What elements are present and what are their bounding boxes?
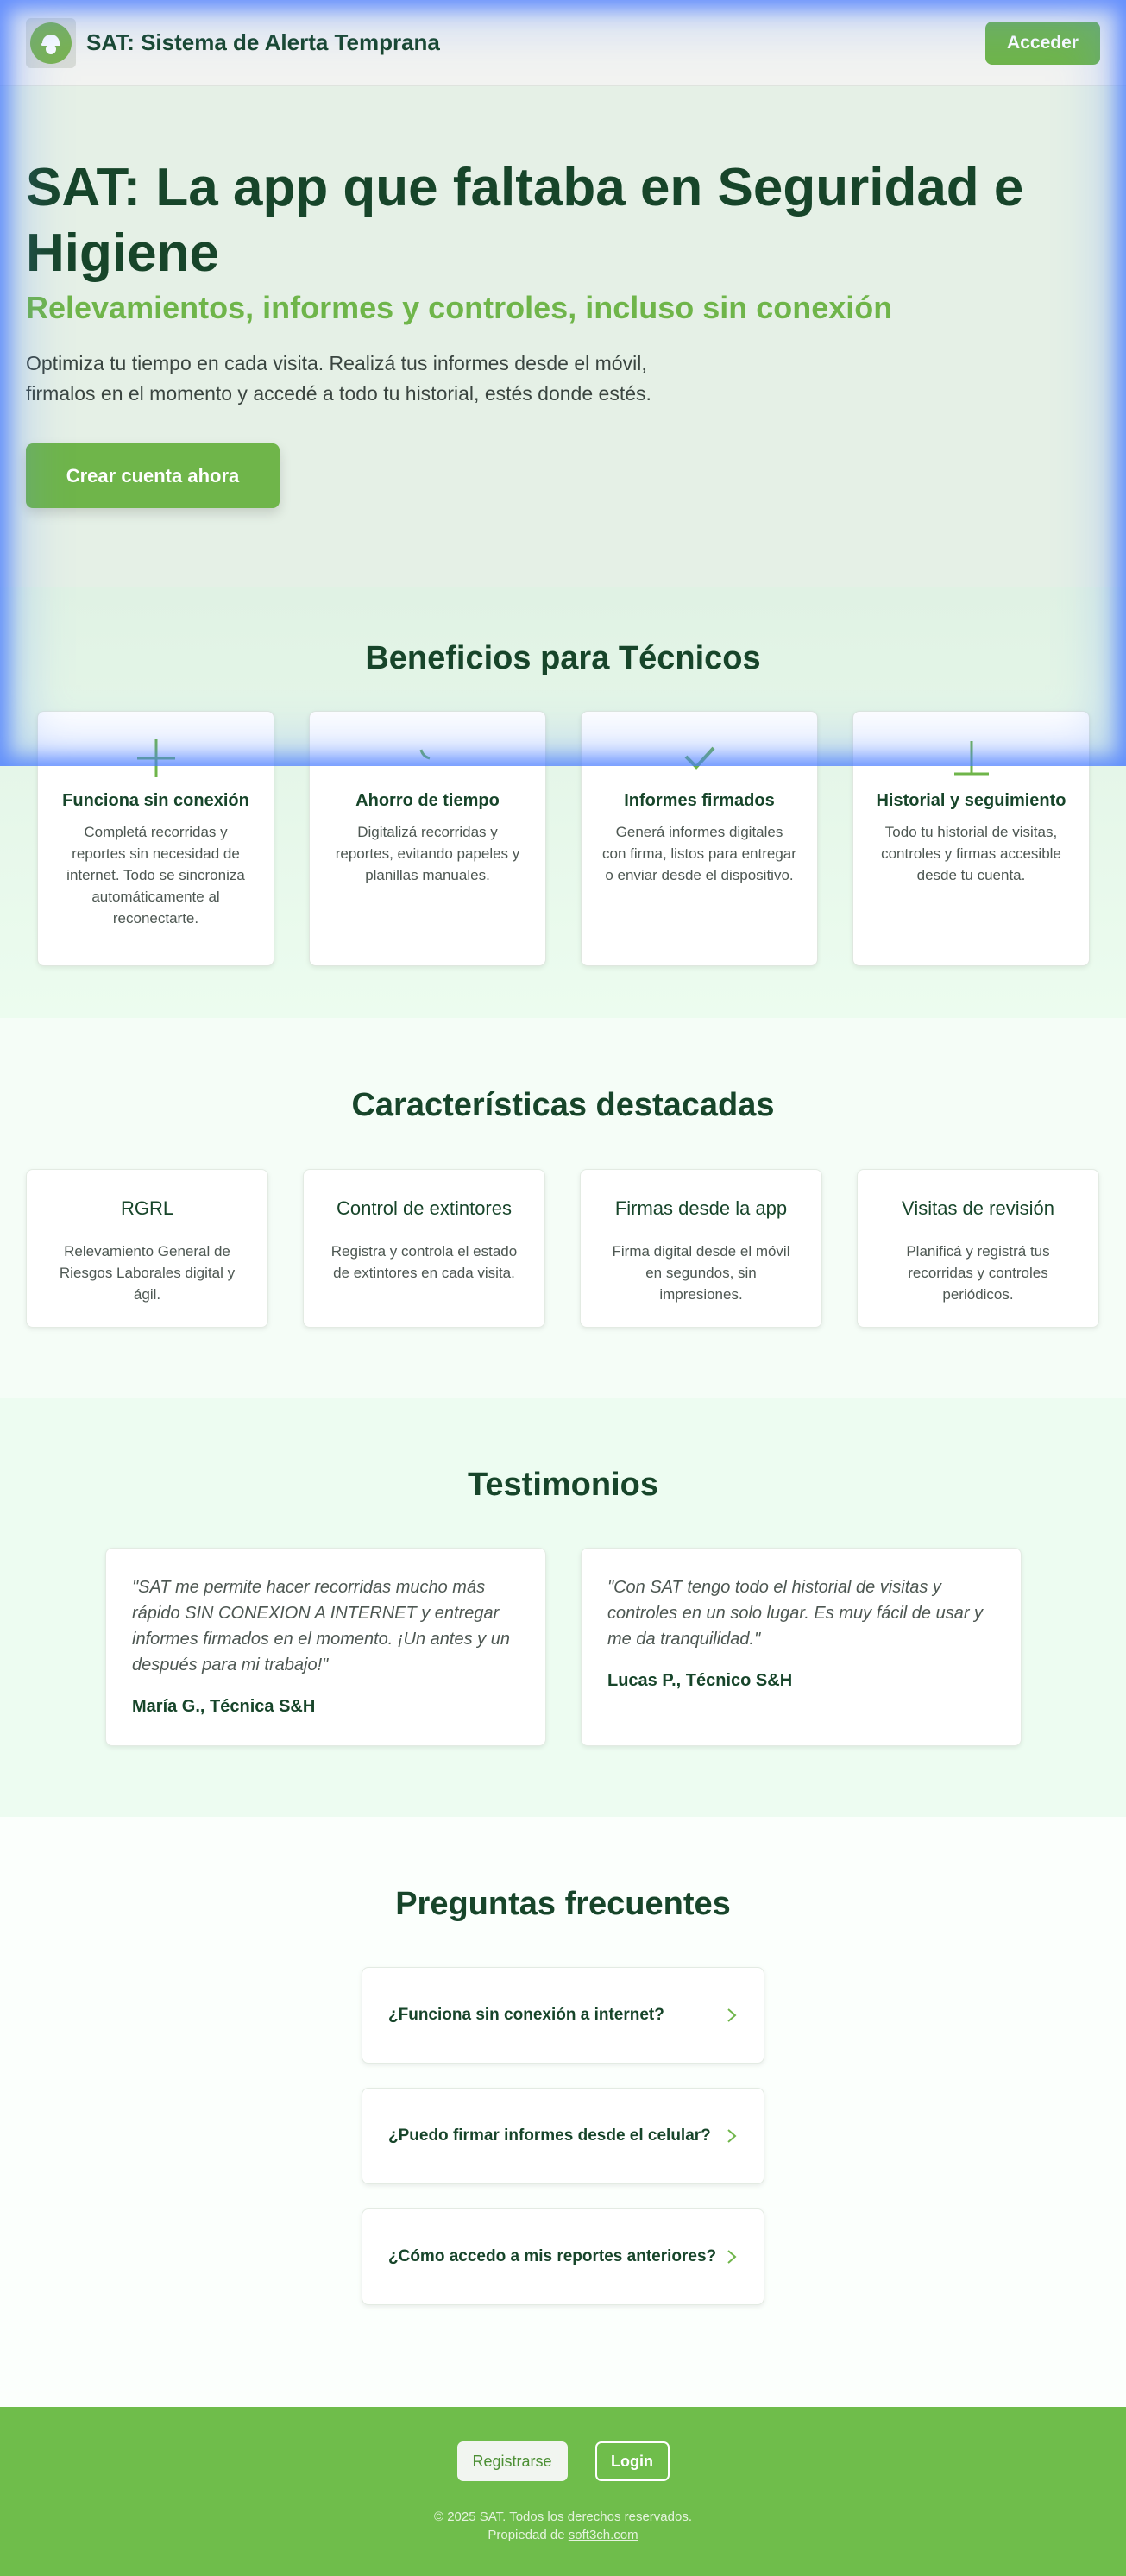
testimonial-grid	[105, 1548, 1022, 1746]
benefit-card	[581, 711, 818, 966]
section-title: Preguntas frecuentes	[395, 1886, 731, 1922]
testimonial-author: María G., Técnica S&H	[132, 1697, 316, 1716]
faq-item[interactable]	[362, 2088, 764, 2184]
feature-grid	[26, 1169, 1099, 1328]
chevron-right-icon	[726, 2249, 738, 2265]
hero-section	[0, 86, 1126, 587]
benefit-title: Historial y seguimiento	[876, 791, 1066, 810]
site-footer	[0, 2407, 1126, 2576]
testimonial-quote: "SAT me permite hacer recorridas mucho más rápido SIN CONEXION A INTERNET y entregar informes firmados en el momento. ¡Un antes y un después para mi trabajo!"	[132, 1578, 510, 1674]
feature-text: Planificá y registrá tus recorridas y controles periódicos.	[906, 1243, 1050, 1303]
chevron-right-icon	[726, 2007, 738, 2023]
testimonial-author: Lucas P., Técnico S&H	[607, 1671, 793, 1690]
clock-icon	[330, 736, 525, 781]
owner-line	[0, 2526, 1126, 2544]
section-title: Beneficios para Técnicos	[365, 640, 761, 676]
benefit-grid	[37, 711, 1090, 966]
feature-title: Control de extintores	[337, 1197, 512, 1219]
owner-link[interactable]: soft3ch.com	[568, 2528, 638, 2542]
create-account-button[interactable]: Crear cuenta ahora	[26, 443, 280, 508]
section-title: Características destacadas	[351, 1087, 775, 1123]
history-icon	[874, 736, 1068, 781]
testimonial-quote: "Con SAT tengo todo el historial de visitas y controles en un solo lugar. Es muy fácil de usar y me da tranquilidad."	[607, 1578, 984, 1649]
benefit-text: Digitalizá recorridas y reportes, evitando papeles y planillas manuales.	[335, 824, 520, 883]
footer-actions	[0, 2441, 1126, 2481]
register-button[interactable]: Registrarse	[457, 2441, 568, 2481]
faq-question: ¿Puedo firmar informes desde el celular?	[388, 2127, 711, 2145]
benefit-text: Completá recorridas y reportes sin necesidad de internet. Todo se sincroniza automáticamente al reconectarte.	[66, 824, 245, 927]
hero-description-line: Optimiza tu tiempo en cada visita. Realizá tus informes desde el móvil,	[26, 352, 647, 374]
benefit-card	[852, 711, 1090, 966]
faq-item[interactable]	[362, 2208, 764, 2305]
feature-card	[26, 1169, 268, 1328]
feature-title: RGRL	[120, 1197, 174, 1219]
testimonial-card	[581, 1548, 1022, 1746]
brand-name: SAT: Sistema de Alerta Temprana	[86, 29, 440, 55]
features-section	[0, 1018, 1126, 1398]
faq-question: ¿Cómo accedo a mis reportes anteriores?	[388, 2247, 717, 2265]
benefit-title: Ahorro de tiempo	[355, 791, 500, 810]
benefit-title: Funciona sin conexión	[62, 791, 249, 810]
feature-text: Registra y controla el estado de extintores en cada visita.	[330, 1243, 518, 1281]
chevron-right-icon	[726, 2128, 738, 2144]
logo[interactable]	[26, 18, 76, 68]
copyright-text: © 2025 SAT. Todos los derechos reservados.	[434, 2510, 692, 2524]
hero-title: SAT: La app que faltaba en Seguridad e Higiene	[26, 158, 1024, 283]
site-header	[0, 0, 1126, 86]
hero-description-line: firmalos en el momento y accedé a todo tu historial, estés donde estés.	[26, 382, 651, 405]
feature-title: Firmas desde la app	[614, 1197, 788, 1219]
benefit-card	[309, 711, 546, 966]
benefits-section	[0, 587, 1126, 1018]
section-title: Testimonios	[468, 1467, 658, 1503]
faq-item[interactable]	[362, 1967, 764, 2064]
login-button[interactable]: Acceder	[985, 22, 1100, 65]
faq-question: ¿Funciona sin conexión a internet?	[388, 2006, 664, 2024]
feature-card	[580, 1169, 822, 1328]
feature-card	[303, 1169, 545, 1328]
feature-title: Visitas de revisión	[902, 1197, 1054, 1219]
benefit-title: Informes firmados	[624, 791, 775, 810]
hero-description	[26, 349, 682, 409]
owner-prefix: Propiedad de	[488, 2528, 569, 2542]
footer-login-button[interactable]: Login	[595, 2441, 670, 2481]
worker-helmet-icon	[30, 22, 72, 64]
benefit-text: Todo tu historial de visitas, controles y firmas accesible desde tu cuenta.	[881, 824, 1061, 883]
feature-card	[857, 1169, 1099, 1328]
plus-icon	[59, 736, 253, 781]
testimonials-section	[0, 1398, 1126, 1817]
benefit-text: Generá informes digitales con firma, listos para entregar o enviar desde el dispositivo.	[602, 824, 796, 883]
faq-list	[362, 1967, 764, 2329]
feature-text: Relevamiento General de Riesgos Laborales digital y ágil.	[59, 1243, 236, 1303]
copyright-block	[0, 2508, 1126, 2544]
benefit-card	[37, 711, 274, 966]
check-icon	[602, 736, 796, 781]
testimonial-card	[105, 1548, 546, 1746]
hero-subtitle: Relevamientos, informes y controles, incluso sin conexión	[26, 290, 893, 325]
faq-section	[0, 1817, 1126, 2407]
feature-text: Firma digital desde el móvil en segundos, sin impresiones.	[612, 1243, 790, 1303]
